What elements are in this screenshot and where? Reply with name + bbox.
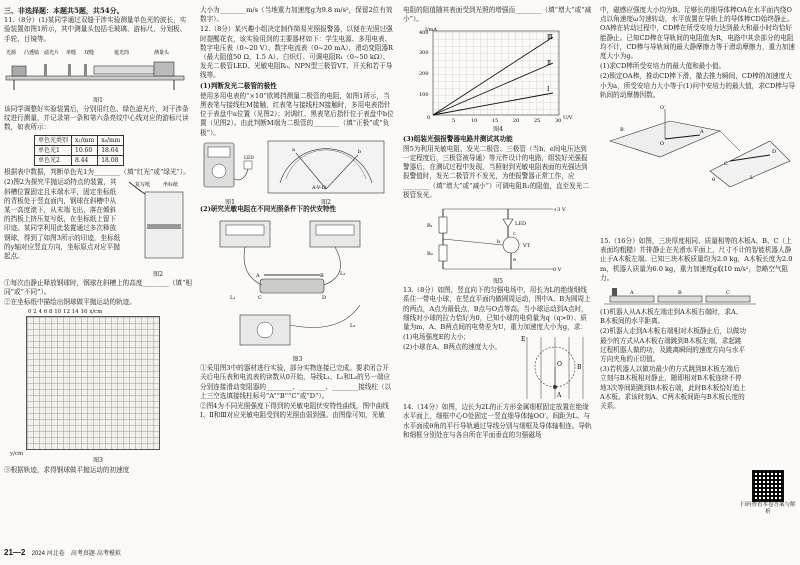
meter-dial-icon — [266, 139, 386, 195]
fig2-meter-dial — [266, 139, 386, 205]
fig3-caption: 图3 — [93, 457, 103, 465]
q15-sub2: (2)机器人走到A木板右端相对木板静止后，以做功最少的方式从A木板右端跳到B木板左端，求起跳过程机器人做的功，及跳离瞬间的速度方向与水平方向夹角的正切值。 — [600, 327, 746, 364]
q14-cont-text1: 中，磁感应强度大小均为B。足够长的细导体棒OA在水平面内绕O点以角速度ω匀速转动，水平放置在导轨上的导体棒CD始终静止。OA棒在转动过程中，CD棒在所受安培力达到最大和最小时均恰好能静止。已知CD棒在导轨间的电阻值为R，电路中其余部分的电阻均不计，CD棒与导轨间的最大静摩擦力等于滑动摩擦力，重力加速度大小为g。 — [600, 6, 795, 61]
projectile-board-icon — [125, 178, 191, 266]
y-axis-label: I/mA — [425, 27, 438, 34]
diagram-label: E — [521, 336, 526, 344]
x-tick: 25 — [534, 118, 541, 125]
q12-sub1: (1)判断发光二极管的极性 — [200, 81, 277, 90]
svg-text:LED: LED — [244, 155, 254, 161]
q13-sub2: (2)小球在A、B两点的速度大小。 — [403, 343, 502, 352]
svg-text:A: A — [256, 273, 260, 280]
x-tick: 5 — [452, 118, 456, 125]
table-cell: 10.60 — [72, 145, 98, 155]
fig3-y-label: y/cm — [10, 451, 24, 458]
table-header: x₆/mm — [98, 135, 124, 145]
y-tick: 300 — [419, 50, 429, 57]
table-cell: 单色光1 — [35, 145, 72, 155]
q11-text1: 该同学调整好实验装置后，分别用红色、绿色滤光片，对干涉条纹进行测量，并记录第一条和第六条亮纹中心线对应的游标尺读数，如表所示： — [4, 105, 189, 132]
svg-text:a: a — [292, 146, 295, 153]
column-2 — [200, 6, 395, 551]
coordinate-grid — [26, 316, 160, 450]
fig3-circuit-setup — [200, 215, 395, 355]
double-slit-apparatus-icon — [4, 46, 188, 94]
diagram-label: O′ — [660, 105, 666, 112]
diagram-label: B — [577, 364, 582, 372]
series-label: 2024 河北卷 — [31, 551, 65, 557]
column-1 — [4, 6, 192, 544]
fig3-caption: 图3 — [292, 356, 303, 364]
q12-text1: 使用多用电表的“×10”欧姆挡测量二极管的电阻，如图1所示，当黑表笔与接线柱M接触，红表笔与接线柱N接触时，多用电表指针位于表盘中a位置（见图2）；对调红、黑表笔后指针位于表盘中b位置（见图2）。由此判断M端为二极管的________（填“正极”或“负极”）。 — [200, 91, 394, 137]
svg-text:L₂: L₂ — [340, 271, 346, 278]
fig3-grid-area — [4, 308, 192, 458]
rail-frame-diagram — [600, 101, 792, 187]
svg-text:滤光片: 滤光片 — [44, 49, 60, 56]
x-tick: 15 — [492, 118, 499, 125]
diagram-label: D — [772, 149, 777, 156]
q11-intro: 11.（8分）(1)某同学通过双缝干涉实验测量单色光的波长，实验装置如图1所示，其中测量头包括毛玻璃、游标尺、分划板、手轮、目镜等。 — [4, 16, 187, 43]
fig5-label: VT — [523, 243, 530, 250]
fig1-caption: 图1 — [93, 96, 103, 104]
plank-label: C — [726, 290, 730, 297]
q14-sub2: (2)锁定OA棒，推动CD棒下滑，撤去推力瞬间，CD棒的加速度大小为a，所受安培力大小等于(1)问中安培力的最大值，求CD棒与导轨间的动摩擦因数。 — [600, 72, 796, 99]
diagram-label: O — [557, 361, 562, 369]
q12-cont-text2: 图5为利用光敏电阻、发光二极管、三极管（当b、e间电压达到一定程度后，三极管被导通）等元件设计的电路，组装好光强报警器后，在测试过程中发现，当照射到光敏电阻表面的光强达到报警值时，发光二极管并不发光，为使报警器正常工作，应________（填“增大”或“减小”）可调电阻R₁的阻值，直至发光二极管发光。 — [403, 144, 589, 199]
q13-text: 13.（8分）如图，竖直向下的匀强电场中，用长为L的绝缘细线系住一带电小球，在竖直平面内做圆周运动，图中A、B为圆周上的两点，A点为最低点，B点与O点等高。当小球运动到A点时，细线对小球的拉力恰好为0，已知小球的电荷量为q（q>0）、质量为m，A、B两点间的电势差为U，重力加速度大小为g，求： — [403, 286, 591, 332]
fig1-caption: 图1 — [225, 199, 235, 207]
series-label: Ⅱ — [547, 60, 552, 68]
x-tick: 30 — [555, 118, 562, 125]
q12-figs-1-2 — [200, 139, 395, 205]
y-tick: 400 — [419, 30, 429, 37]
y-tick: 0 — [427, 115, 431, 122]
q12-cont-text1: 电阻的阻值随其表面受到光照的增强而________（填“增大”或“减小”）。 — [403, 6, 592, 24]
data-table — [34, 135, 124, 167]
svg-text:D: D — [322, 295, 327, 302]
svg-text:L₃: L₃ — [350, 323, 356, 330]
fig5-label: R₁ — [427, 223, 433, 230]
fig5-label: 0 V — [553, 267, 562, 274]
field-circle-diagram — [517, 333, 593, 403]
table-row — [35, 145, 124, 155]
alarm-circuit-icon — [403, 201, 583, 277]
q14-sub1: (1)求CD棒所受安培力的最大值和最小值。 — [600, 62, 726, 71]
table-header: x₁/mm — [72, 135, 98, 145]
circuit-setup-icon — [200, 215, 390, 353]
iv-curves-chart — [403, 25, 583, 125]
q12-text2: ①采用图3中的器材进行实验，部分实物连接已完成。要求闭合开关后电压表和电流表的读数从0开始，导线L₁、L₂和L₃的另一端应分别连接滑动变阻器的________、________、________接线柱（以上三空选填接线柱标号“A”“B”“C”或“D”）。 — [200, 364, 392, 400]
svg-text:C: C — [258, 295, 262, 302]
svg-text:凸透镜: 凸透镜 — [24, 49, 40, 56]
q11-text2: 根据表中数据，判断单色光1为________（填“红光”或“绿光”）。 — [4, 168, 190, 177]
q11-text4: ①每次由静止释放钢球时，钢球在斜槽上的高度________（填“相同”或“不同”）。 — [4, 278, 192, 297]
q12-sub3: (3)组装光强报警器电路并测试其功能 — [403, 134, 513, 143]
fig5-label: LED — [515, 221, 526, 228]
fig5-caption: 图5 — [493, 278, 503, 286]
page-number: 21—2 — [4, 548, 26, 557]
table-cell: 18.64 — [98, 145, 124, 155]
q12-text3: ②图4为不同光照强度下得到的光敏电阻伏安特性曲线，图中曲线Ⅰ、Ⅱ和Ⅲ对应光敏电阻受到的光照由弱到强。由图像可知，光敏 — [200, 402, 389, 420]
diagram-label: C — [724, 161, 728, 168]
q15-diagram — [600, 284, 796, 308]
table-row — [35, 156, 124, 166]
section-title: 三、非选择题：本题共5题，共54分。 — [4, 6, 124, 15]
q11-text5: ②在坐标纸中描绘出钢球做平抛运动的轨迹。 — [4, 298, 136, 307]
y-tick: 100 — [419, 92, 429, 99]
q11-text6: ③根据轨迹，求得钢球做平抛运动的初速度 — [4, 465, 130, 474]
svg-text:遮光筒: 遮光筒 — [114, 49, 130, 56]
meter-label: A-V-Ω — [312, 184, 326, 191]
q11-text3: (2)图2为探究平抛运动特点的装置，其斜槽位置固定且末端水平，固定坐标纸的背板处于竖直面内，钢球在斜槽中从某一高度滚下，从末端飞出，落在倾斜的挡板上挤压复写纸，在坐标纸上留下印迹。某同学利用此装置通过多次释放钢球，得到了如图3所示的印迹，坐标纸的y轴对应竖直方向，坐标原点对应平抛起点。 — [4, 178, 121, 261]
table-header-row — [35, 135, 124, 145]
plank-label: A — [630, 290, 634, 297]
y-tick: 200 — [419, 71, 429, 78]
svg-text:光源: 光源 — [6, 49, 17, 56]
diagram-label: A — [700, 129, 704, 136]
fig1-apparatus — [4, 46, 192, 94]
fig2-apparatus — [125, 178, 191, 278]
column-3 — [403, 6, 593, 551]
fig5-label: +3 V — [553, 207, 566, 214]
x-tick: 20 — [513, 118, 520, 125]
table-cell: 8.44 — [72, 156, 98, 166]
diagram-label: O — [660, 141, 665, 148]
table-cell: 单色光2 — [35, 156, 72, 166]
fig5-label: c — [513, 231, 516, 238]
q14-diagram — [600, 101, 796, 187]
fig2-caption: 图2 — [153, 270, 163, 278]
page-footer — [4, 548, 121, 557]
q13-sub1: (1)电场强度E的大小； — [403, 333, 470, 342]
svg-text:b: b — [358, 148, 362, 155]
fig2-caption: 图2 — [321, 199, 331, 207]
q15-sub3: (3)若机器人以做功最少的方式跳到B木板左端后立刻与B木板相对静止，随即相对B木板连续不停地3次等间距跳到B木板右端，此时B木板恰好追上A木板。求该时刻A、C两木板间距与B木板长度的关系。 — [600, 365, 746, 411]
series-label: Ⅲ — [547, 34, 553, 42]
q15-intro: 15.（16分）如图，三块厚度相同、质量相等的木板A、B、C（上表面均粗糙）并排静止在光滑水平面上，尺寸不计的智能机器人静止于A木板左端。已知三块木板质量均为2.0 kg，A木板长度为2.0 m，机器人质量为6.0 kg，重力加速度g取10 m/s²，忽略空气阻力。 — [600, 237, 793, 282]
q13-subs — [403, 333, 513, 403]
x-tick: 10 — [471, 118, 478, 125]
fig1-multimeter — [200, 139, 260, 205]
multimeter-icon — [200, 139, 260, 195]
svg-text:双缝: 双缝 — [84, 49, 95, 56]
q15-subs — [600, 308, 746, 411]
x-axis-label: U/V — [563, 115, 573, 122]
fig3-x-axis: 0 2 4 6 8 10 12 14 16 x/cm — [28, 309, 103, 316]
table-cell: 18.08 — [98, 156, 124, 166]
diagram-label: A — [557, 392, 562, 400]
plank-label: B — [678, 290, 682, 297]
q11-part2 — [4, 178, 192, 278]
fig5-alarm-circuit — [403, 201, 593, 277]
fig5-label: b — [497, 239, 501, 246]
diagram-label: L — [750, 175, 754, 182]
diagram-label: θ — [712, 177, 716, 184]
fig5-label: e — [513, 257, 516, 264]
qr-caption: 扫码查看本卷答案与解析 — [740, 502, 796, 515]
fig4-caption: 图4 — [493, 126, 503, 134]
series-label: Ⅰ — [547, 86, 550, 94]
diagram-label: B — [620, 127, 624, 134]
q13-body — [403, 333, 593, 403]
fig2-label: 复写纸 — [135, 182, 151, 189]
svg-text:L₁: L₁ — [230, 295, 236, 302]
q12-sub2: (2)研究光敏电阻在不同光照条件下的伏安特性 — [200, 204, 337, 213]
qr-code-icon[interactable] — [752, 470, 784, 502]
footer-note: 高考真题·高考模拟 — [70, 551, 121, 557]
fig4-iv-chart — [403, 25, 593, 125]
q14-text: 14.（14分）如图，边长为2L的正方形金属细框固定放置在绝缘水平面上，细框中心O处固定一竖直细导体轴OO′。间距为L、与水平面成θ角的平行导轨通过导线分别与细框及导体轴相连。导轨和细框分别处在与各自所在平面垂直的匀强磁场 — [403, 403, 592, 439]
table-header: 单色光类别 — [35, 135, 72, 145]
svg-text:测量头: 测量头 — [154, 49, 170, 56]
q15-sub1: (1)机器人从A木板左端走到A木板右端时，求A、B木板间的水平距离。 — [600, 308, 743, 326]
q12-intro: 12.（8分）某兴趣小组决定制作简易光照报警器，以便在光照过强时提醒花农，该实验用到的主要器材如下：学生电源、多用电表、数字电压表（0~20 V）、数字电流表（0~20 mA）、滑动变阻器R（最大阻值50 Ω，1.5 A）、白炽灯、可调电阻R₁（0~50 kΩ）、发光二极管LED、光敏电阻R₀、NPN型三极管VT、开关和若干导线等。 — [200, 25, 394, 80]
svg-text:B: B — [320, 273, 324, 280]
q11-continued: 大小为________m/s（当地重力加速度g为9.8 m/s²，保留2位有效数字）。 — [200, 6, 393, 24]
fig5-label: R₀ — [427, 251, 433, 258]
svg-text:单缝: 单缝 — [66, 49, 77, 56]
fig2-label: 坐标纸 — [163, 182, 179, 189]
planks-diagram — [600, 284, 760, 308]
